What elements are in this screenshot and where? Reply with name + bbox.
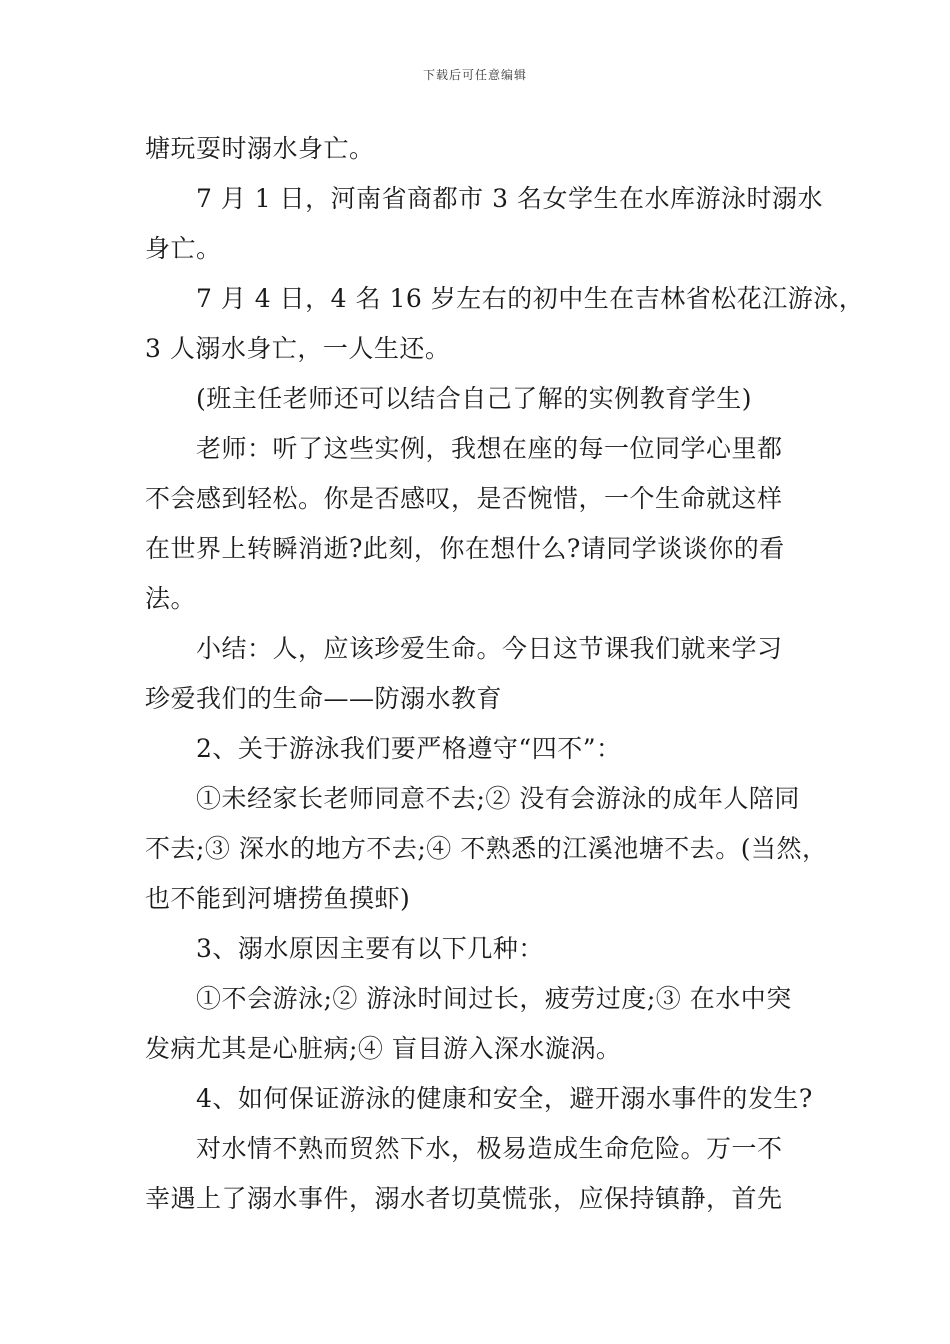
text-line: 4、如何保证游泳的健康和安全，避开溺水事件的发生? bbox=[145, 1084, 813, 1113]
text-line: 对水情不熟而贸然下水，极易造成生命危险。万一不 bbox=[145, 1134, 783, 1163]
text-line: 老师：听了这些实例，我想在座的每一位同学心里都 bbox=[145, 434, 783, 463]
text-line: 3、溺水原因主要有以下几种： bbox=[145, 934, 544, 963]
text-line: 幸遇上了溺水事件，溺水者切莫慌张，应保持镇静，首先 bbox=[145, 1184, 783, 1213]
text-line: (班主任老师还可以结合自己了解的实例教育学生) bbox=[145, 384, 753, 413]
text-line: ①不会游泳;② 游泳时间过长，疲劳过度;③ 在水中突 bbox=[145, 984, 792, 1013]
text-line: 3 人溺水身亡，一人生还。 bbox=[145, 334, 451, 363]
text-line: 小结：人，应该珍爱生命。今日这节课我们就来学习 bbox=[145, 634, 783, 663]
text-line: 7 月 1 日，河南省商都市 3 名女学生在水库游泳时溺水 bbox=[145, 184, 823, 213]
text-line: 法。 bbox=[145, 584, 197, 613]
text-line: 发病尤其是心脏病;④ 盲目游入深水漩涡。 bbox=[145, 1034, 622, 1063]
text-line: 也不能到河塘捞鱼摸虾) bbox=[145, 884, 411, 913]
text-line: 7 月 4 日，4 名 16 岁左右的初中生在吉林省松花江游泳， bbox=[145, 284, 865, 313]
text-line: 不会感到轻松。你是否感叹，是否惋惜，一个生命就这样 bbox=[145, 484, 783, 513]
text-line: 塘玩耍时溺水身亡。 bbox=[145, 134, 375, 163]
text-line: 珍爱我们的生命——防溺水教育 bbox=[145, 684, 503, 713]
text-line: 在世界上转瞬消逝?此刻，你在想什么?请同学谈谈你的看 bbox=[145, 534, 785, 563]
text-line: 2、关于游泳我们要严格遵守“四不”： bbox=[145, 734, 622, 763]
text-line: ①未经家长老师同意不去;② 没有会游泳的成年人陪同 bbox=[145, 784, 800, 813]
text-line: 不去;③ 深水的地方不去;④ 不熟悉的江溪池塘不去。(当然， bbox=[145, 834, 828, 863]
text-line: 身亡。 bbox=[145, 234, 222, 263]
page-header: 下载后可任意编辑 bbox=[422, 68, 527, 82]
